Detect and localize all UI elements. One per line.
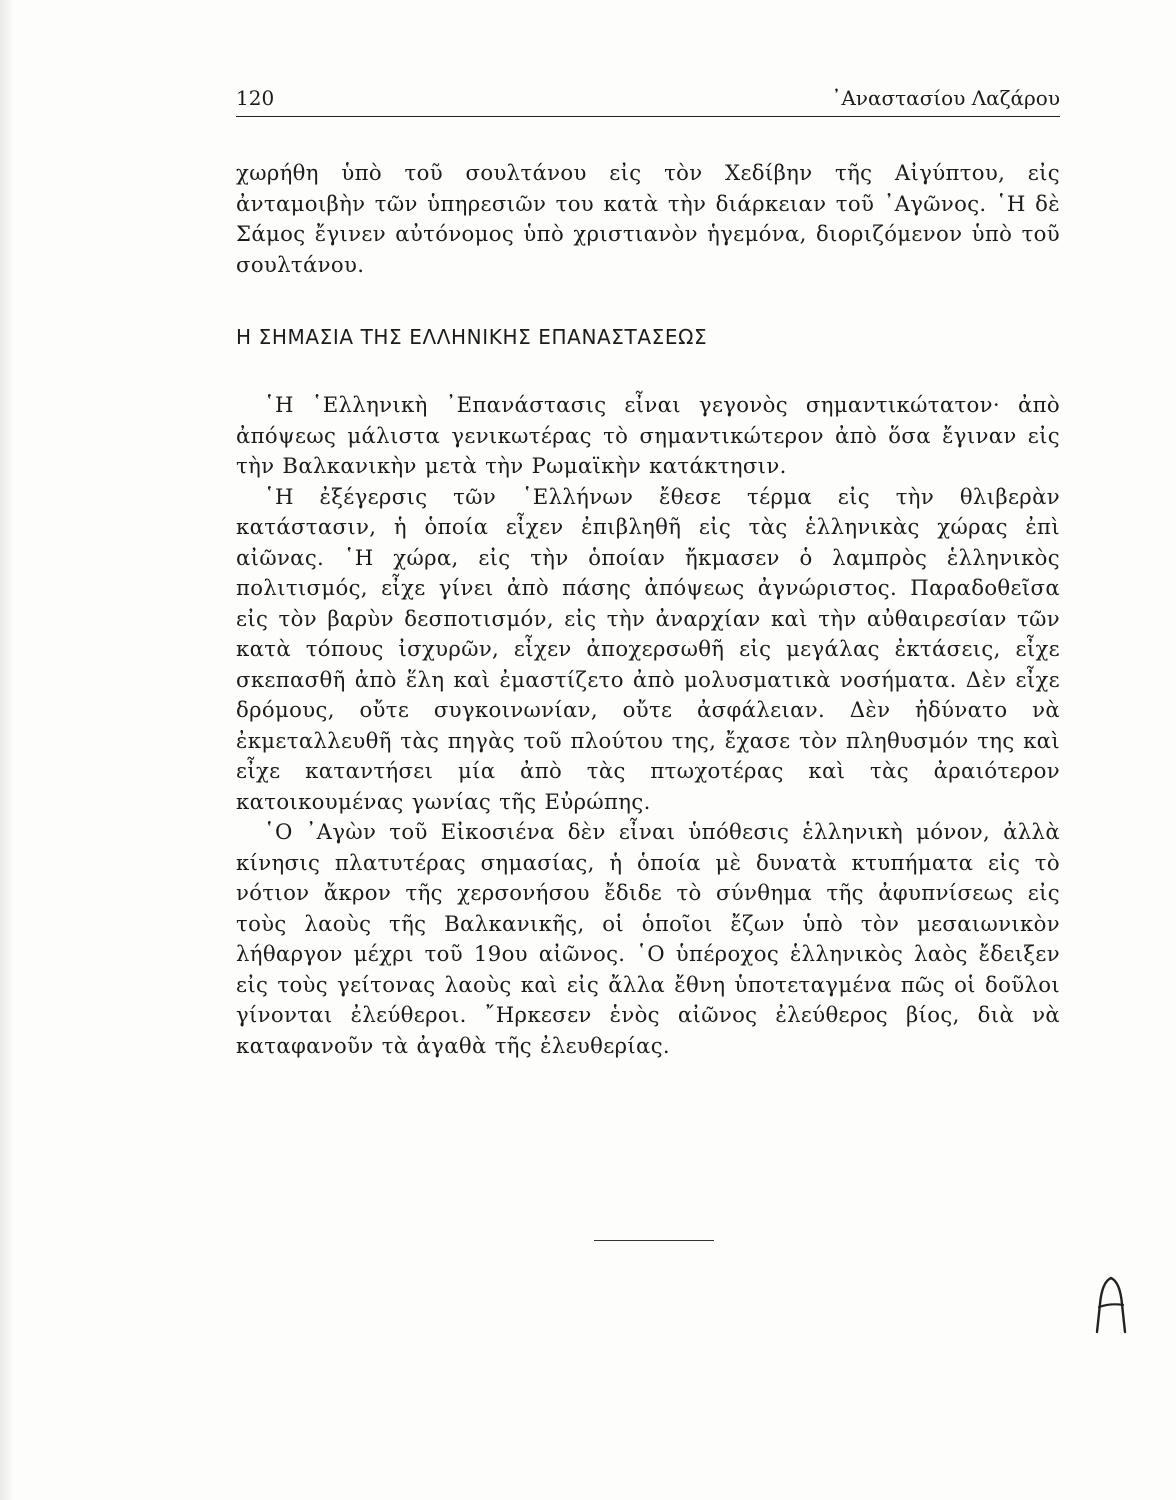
page-number: 120: [236, 86, 275, 110]
scan-edge-shadow: [0, 0, 14, 1500]
intro-paragraph: χωρήθη ὑπὸ τοῦ σουλτάνου εἰς τὸν Χεδίβην τῆς Αἰγύπτου, εἰς ἀνταμοιβὴν τῶν ὑπηρεσιῶν του κατὰ τὴν διάρκειαν τοῦ ᾿Αγῶνος. ῾Η δὲ Σάμος ἔγινεν αὐτόνομος ὑπὸ χριστιανὸν ἡγεμόνα, διοριζόμενον ὑπὸ τοῦ σουλτάνου.: [236, 160, 1060, 277]
paragraph-2: ῾Η ἐξέγερσις τῶν ῾Ελλήνων ἔθεσε τέρμα εἰς τὴν θλιβερὰν κατάστασιν, ἡ ὁποία εἶχεν ἐπιβληθῆ εἰς τὰς ἑλληνικὰς χώρας ἐπὶ αἰῶνας. ῾Η χώρα, εἰς τὴν ὁποίαν ἤκμασεν ὁ λαμπρὸς ἑλληνικὸς πολιτισμός, εἶχε γίνει ἀπὸ πάσης ἀπόψεως ἀγνώριστος. Παραδοθεῖσα εἰς τὸν βαρὺν δεσποτισμόν, εἰς τὴν ἀναρχίαν καὶ τὴν αὐθαιρεσίαν τῶν κατὰ τόπους ἰσχυρῶν, εἶχεν ἀποχερσωθῆ εἰς μεγάλας ἐκτάσεις, εἶχε σκεπασθῆ ἀπὸ ἕλη καὶ ἐμαστίζετο ἀπὸ μολυσματικὰ νοσήματα. Δὲν εἶχε δρόμους, οὔτε συγκοινωνίαν, οὔτε ἀσφάλειαν. Δὲν ἠδύνατο νὰ ἐκμεταλλευθῆ τὰς πηγὰς τοῦ πλούτου της, ἔχασε τὸν πληθυσμόν της καὶ εἶχε καταντήσει μία ἀπὸ τὰς πτωχοτέρας καὶ τὰς ἀραιότερον κατοικουμένας γωνίας τῆς Εὐρώπης.: [236, 483, 1060, 814]
handwritten-a-mark: [1092, 1274, 1130, 1334]
running-title: ᾿Αναστασίου Λαζάρου: [831, 86, 1060, 110]
intro-paragraph-block: [236, 158, 1060, 280]
page-header: [236, 84, 1060, 117]
section-heading: Η ΣΗΜΑΣΙΑ ΤΗΣ ΕΛΛΗΝΙΚΗΣ ΕΠΑΝΑΣΤΑΣΕΩΣ: [236, 325, 708, 349]
paragraph-3: ῾Ο ᾿Αγὼν τοῦ Εἰκοσιένα δὲν εἶναι ὑπόθεσις ἑλληνικὴ μόνον, ἀλλὰ κίνησις πλατυτέρας σημασίας, ἡ ὁποία μὲ δυνατὰ κτυπήματα εἰς τὸ νότιον ἄκρον τῆς χερσονήσου ἔδιδε τὸ σύνθημα τῆς ἀφυπνίσεως εἰς τοὺς λαοὺς τῆς Βαλκανικῆς, οἱ ὁποῖοι ἔζων ὑπὸ τὸν μεσαιωνικὸν λήθαργον μέχρι τοῦ 19ου αἰῶνος. ῾Ο ὑπέροχος ἑλληνικὸς λαὸς ἔδειξεν εἰς τοὺς γείτονας λαοὺς καὶ εἰς ἄλλα ἔθνη ὑποτεταγμένα πῶς οἱ δοῦλοι γίνονται ἐλεύθεροι. ῎Ηρκεσεν ἑνὸς αἰῶνος ἐλεύθερος βίος, διὰ νὰ καταφανοῦν τὰ ἀγαθὰ τῆς ἐλευθερίας.: [236, 819, 1060, 1058]
section-divider-rule: [594, 1240, 714, 1241]
main-text-block: [236, 390, 1060, 1061]
paragraph-1: ῾Η ῾Ελληνικὴ ᾿Επανάστασις εἶναι γεγονὸς σημαντικώτατον· ἀπὸ ἀπόψεως μάλιστα γενικωτέρας τὸ σημαντικώτερον ἀπὸ ὅσα ἔγιναν εἰς τὴν Βαλκανικὴν μετὰ τὴν Ρωμαϊκὴν κατάκτησιν.: [236, 392, 1060, 478]
